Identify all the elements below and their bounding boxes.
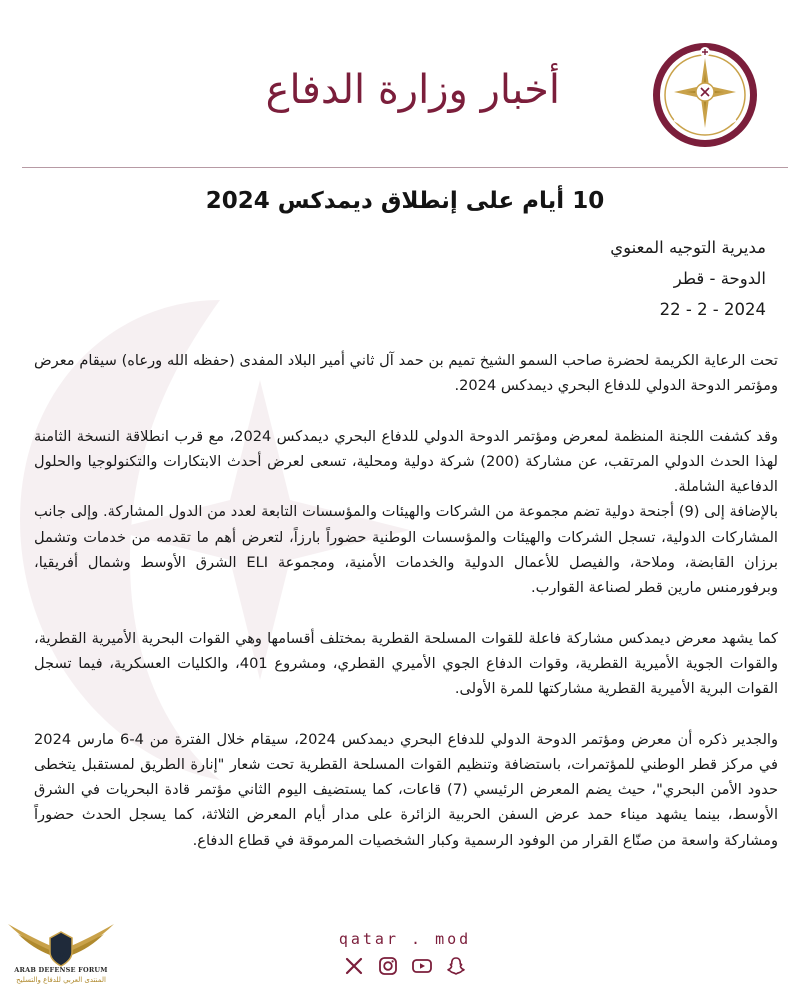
paragraph-4: كما يشهد معرض ديمدكس مشاركة فاعلة للقوات المسلحة القطرية بمختلف أقسامها وهي القوات البحرية الأميرية القطرية، والقوات الجوية الأميرية القطرية، وقوات الدفاع الجوي الأميري القطري، ومشروع 401، والكليات العسكرية، فيما تسجل القوات البرية الأميرية القطرية مشاركتها للمرة الأولى. — [34, 629, 778, 698]
paragraph-1: تحت الرعاية الكريمة لحضرة صاحب السمو الشيخ تميم بن حمد آل ثاني أمير البلاد المفدى (حفظه الله ورعاه) سيقام معرض ومؤتمر الدوحة الدولي للدفاع البحري ديمدكس 2024. — [34, 352, 778, 395]
x-icon[interactable] — [343, 955, 365, 977]
arab-defense-forum-title: ARAB DEFENSE FORUM — [14, 966, 108, 974]
article-body — [34, 348, 778, 853]
department-name: مديرية التوجيه المعنوي — [610, 238, 766, 257]
article-headline: 10 أيام على إنطلاق ديمدكس 2024 — [205, 188, 605, 214]
snapchat-icon[interactable] — [445, 955, 467, 977]
paragraph-3: بالإضافة إلى (9) أجنحة دولية تضم مجموعة من الشركات والهيئات والمؤسسات التابعة لعدد من الدول المشاركة. وإلى جانب المشاركات الدولية، تسجل الشركات والهيئات والمؤسسات الوطنية حضوراً بارزاً، لتعرض أهم ما تقدمه من خدمات وتشمل برزان القابضة، وملاحة، والفيصل للأعمال الدولية والخدمات الأمنية، ومجموعة ELI الشرق الأوسط وشمال أفريقيا، وبرفورمنس مارين قطر لصناعة القوارب. — [34, 503, 779, 597]
ministry-emblem-logo — [652, 42, 758, 148]
youtube-icon[interactable] — [411, 955, 433, 977]
location-line: الدوحة - قطر — [673, 269, 766, 288]
social-icons-row — [343, 955, 467, 981]
article-meta — [466, 232, 766, 325]
masthead-title: أخبار وزارة الدفاع — [265, 67, 560, 113]
social-handle[interactable]: qatar . mod — [338, 930, 472, 948]
publish-date: 22 - 2 - 2024 — [659, 300, 766, 319]
arab-defense-forum-subtitle: المنتدى العربي للدفاع والتسليح — [16, 976, 106, 984]
paragraph-5: والجدير ذكره أن معرض ومؤتمر الدوحة الدولي للدفاع البحري ديمدكس 2024، سيقام خلال الفترة من 4-6 مارس 2024 في مركز قطر الوطني للمؤتمرات، باستضافة وتنظيم القوات المسلحة القطرية تحت شعار "إنارة الطريق لمستقبل يتخطى حدود الأمن البحري"، حيث يضم المعرض الرئيسي (7) قاعات، كما يستضيف اليوم الثاني مؤتمر قادة البحريات في الشرق الأوسط، بينما يشهد ميناء حمد عرض السفن الحربية الزائرة على مدار أيام المعرض الثلاثة، كما يسجل الحدث حضوراً ومشاركة واسعة من صنّاع القرار من الوفود الرسمية وكبار الشخصيات المرموقة في قطاع الدفاع. — [34, 730, 778, 849]
page-header — [0, 0, 810, 170]
paragraph-2: وقد كشفت اللجنة المنظمة لمعرض ومؤتمر الدوحة الدولي للدفاع البحري ديمدكس 2024، مع قرب انطلاقة النسخة الثامنة لهذا الحدث الدولي المرتقب، عن مشاركة (200) شركة دولية ومحلية، تسعى لعرض أحدث الابتكارات والتكنولوجيا والحلول الدفاعية الشاملة. — [34, 427, 778, 496]
header-divider — [22, 167, 788, 168]
arab-defense-forum-mark: DA — [54, 950, 68, 960]
instagram-icon[interactable] — [377, 955, 399, 977]
